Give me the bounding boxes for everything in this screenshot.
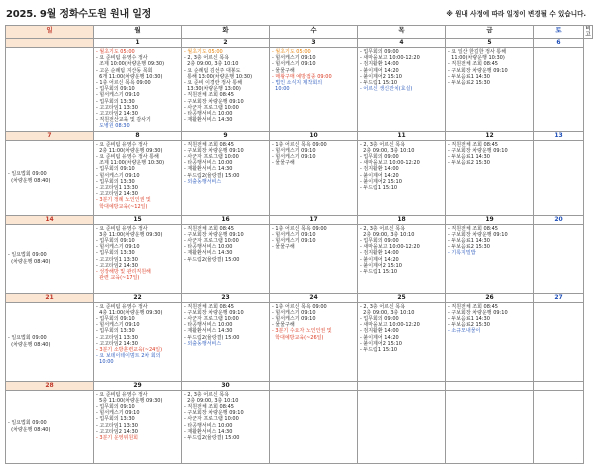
day-cell bbox=[94, 224, 182, 293]
event-line: - 사군자 프로그램 10:00 bbox=[184, 238, 239, 245]
event-line: - 두보음료1 14:30 bbox=[448, 154, 490, 161]
day-cell bbox=[6, 390, 94, 463]
day-cell bbox=[534, 224, 584, 293]
event-line: - 월초기도 05:00 bbox=[96, 49, 135, 55]
event-line: - 월초기도 05:00 bbox=[184, 49, 223, 55]
event-line: 2층 09:00, 3층 10:10 bbox=[184, 397, 239, 404]
date-number: 12 bbox=[446, 131, 534, 140]
event-line: - 힐서케스기 09:10 bbox=[272, 147, 316, 154]
event-line: - 구보회장 차량운행 09:10 bbox=[448, 147, 508, 154]
event-line: - 고고타임1 13:30 bbox=[96, 185, 138, 192]
event-line: - 힐서케스기 09:10 bbox=[272, 55, 316, 62]
event-line: - 검지활환 14:00 bbox=[360, 328, 399, 335]
event-line: - 사군자 프로그램 10:00 bbox=[184, 416, 239, 423]
event-line: - 직원전체 조회 08:45 bbox=[448, 303, 498, 310]
date-number: 4 bbox=[358, 39, 446, 48]
day-cell bbox=[270, 224, 358, 293]
event-line: - 요 준비팀 유영수 정사 통해 bbox=[96, 154, 159, 161]
event-line: - 고운 순례팀 지산동 목회 bbox=[96, 67, 153, 74]
event-line: - 직원전체 조회 08:45 bbox=[184, 404, 234, 411]
event-line: - 붙이제어 14:20 bbox=[360, 334, 399, 341]
weekday-sun: 일 bbox=[6, 26, 94, 39]
date-number: 24 bbox=[270, 293, 358, 302]
event-line: - 재활환서비스 14:30 bbox=[184, 250, 233, 257]
event-line: - 고고타임1 13:30 bbox=[96, 422, 138, 429]
event-line: - 요 준비팀 유영수 정사 bbox=[96, 55, 148, 62]
event-line: - 힐서케스기 09:10 bbox=[96, 172, 140, 179]
event-line: 조제 10:00(차량운행 09:30) bbox=[96, 61, 165, 68]
event-line: - 업무회의 09:00 bbox=[360, 316, 399, 323]
date-number bbox=[6, 39, 94, 48]
event-line: 11:00(차량운행 10:30) bbox=[448, 55, 505, 62]
date-number: 26 bbox=[446, 293, 534, 302]
event-line: - 업무회의 13:30 bbox=[96, 98, 135, 105]
event-line: - 힐서케스기 09:10 bbox=[272, 316, 316, 323]
date-number: 3 bbox=[270, 39, 358, 48]
event-line: - 사군자 프로그램 10:00 bbox=[184, 316, 239, 323]
page-header bbox=[0, 0, 600, 24]
day-cell bbox=[182, 224, 270, 293]
event-line: - 붙이제어 14:20 bbox=[360, 256, 399, 263]
event-line: - 1층 어르신 목욕 09:00 bbox=[272, 225, 327, 232]
day-cell bbox=[358, 48, 446, 132]
event-line: - 힐서케스기 09:10 bbox=[272, 61, 316, 68]
event-line: - 고고타임1 13:30 bbox=[96, 334, 138, 341]
event-line: - 직원전산교육 및 감사기 bbox=[96, 117, 151, 124]
weekday-mon: 월 bbox=[94, 26, 182, 39]
date-number: 14 bbox=[6, 215, 94, 224]
event-line: (차량운행 08:40) bbox=[8, 258, 51, 265]
date-number: 25 bbox=[358, 293, 446, 302]
event-line: 2층 09:00, 3층 10:10 bbox=[360, 231, 415, 238]
day-cell bbox=[182, 140, 270, 215]
events-row bbox=[6, 224, 593, 293]
date-number: 2 bbox=[182, 39, 270, 48]
date-number: 7 bbox=[6, 131, 94, 140]
event-line: 학대예방교육(~26일) bbox=[272, 334, 324, 341]
event-line: - 일요법회 09:00 bbox=[8, 171, 47, 178]
event-line: - 사군자 프로그램 10:00 bbox=[184, 104, 239, 111]
day-cell bbox=[6, 224, 94, 293]
weekday-header-row bbox=[6, 26, 593, 39]
event-line: - 고고타임2 14:30 bbox=[96, 191, 138, 198]
event-line: - 직원전체 조회 08:45 bbox=[184, 303, 234, 310]
event-line: - 구보회장 차량운행 09:10 bbox=[448, 309, 508, 316]
date-number: 10 bbox=[270, 131, 358, 140]
event-line: - 업무회의 13:30 bbox=[96, 250, 135, 257]
event-line: - 두드림1 15:10 bbox=[360, 347, 398, 354]
event-line: - 구보회장 차량운행 09:10 bbox=[184, 98, 244, 105]
event-line: - 3분기 소방훈련교육(~24일) bbox=[96, 347, 163, 354]
event-line: 2층 09:00, 3층 10:10 bbox=[360, 147, 415, 154]
event-line: - 타공행서비스 10:00 bbox=[184, 422, 233, 429]
event-line: - 고고타임2 14:30 bbox=[96, 340, 138, 347]
day-cell bbox=[94, 302, 182, 381]
event-line: - 2, 3층 어르신 목욕 bbox=[184, 55, 230, 62]
date-number: 30 bbox=[182, 381, 270, 390]
event-line: - 업무회의 09:00 bbox=[360, 238, 399, 245]
event-line: - 성장해방 및 관리직원해 bbox=[96, 269, 151, 276]
event-line: - 붙이제어2 15:10 bbox=[360, 262, 402, 269]
event-line: - 구보회장 차량운행 09:10 bbox=[184, 147, 244, 154]
event-line: - 1층 어르신 목욕 09:00 bbox=[272, 303, 327, 310]
event-line: - 업무회의 13:30 bbox=[96, 328, 135, 335]
event-line: - 두보음료1 14:30 bbox=[448, 238, 490, 245]
event-line: - 업무회의 09:00 bbox=[360, 154, 399, 161]
event-line: - 붙이제어 14:20 bbox=[360, 67, 399, 74]
date-number: 23 bbox=[182, 293, 270, 302]
event-line: - 외출동행서비스 bbox=[184, 178, 222, 185]
date-number: 21 bbox=[6, 293, 94, 302]
event-line: - 기록지밀밥 bbox=[448, 250, 476, 257]
date-number: 11 bbox=[358, 131, 446, 140]
event-line: - 3분기 운영위원회 bbox=[96, 435, 138, 442]
date-number: 18 bbox=[358, 215, 446, 224]
date-row bbox=[6, 293, 593, 302]
event-line: - 타공행서비스 10:00 bbox=[184, 244, 233, 251]
event-line: - 업무회의 09:10 bbox=[96, 166, 135, 173]
event-line: - 검지활환 14:00 bbox=[360, 166, 399, 173]
events-row bbox=[6, 140, 593, 215]
event-line: - 힐서케스기 09:10 bbox=[272, 309, 316, 316]
event-line: - 업무회의 13:30 bbox=[96, 416, 135, 423]
event-line: - 두드림1 15:10 bbox=[360, 185, 398, 192]
event-line: - 일요법회 09:00 bbox=[8, 420, 47, 427]
event-line: - 두드림2(율랑결) 15:00 bbox=[184, 334, 240, 341]
weekday-tue: 화 bbox=[182, 26, 270, 39]
event-line: 10:00 bbox=[272, 86, 290, 93]
date-number: 27 bbox=[534, 293, 584, 302]
event-line: - 새마을보고 10:00-12:20 bbox=[360, 322, 420, 329]
date-number: 28 bbox=[6, 381, 94, 390]
event-line: - 2, 3층 어르신 목욕 bbox=[184, 391, 230, 398]
date-number: 9 bbox=[182, 131, 270, 140]
date-number: 5 bbox=[446, 39, 534, 48]
event-line: - 타공행서비스 10:00 bbox=[184, 111, 233, 118]
day-cell bbox=[6, 302, 94, 381]
event-line: - 일요법회 09:00 bbox=[8, 335, 47, 342]
date-number bbox=[270, 381, 358, 390]
event-line: (차량운행 08:40) bbox=[8, 341, 51, 348]
day-cell bbox=[182, 48, 270, 132]
event-line: - 검지활환 14:00 bbox=[360, 250, 399, 257]
date-number: 13 bbox=[534, 131, 584, 140]
event-line: 2층 09:00, 3층 10:10 bbox=[184, 61, 239, 68]
event-line: - 구보회장 차량운행 09:10 bbox=[184, 309, 244, 316]
date-number: 29 bbox=[94, 381, 182, 390]
event-line: - 붙이제어2 15:10 bbox=[360, 178, 402, 185]
event-line: - 업무회의 09:10 bbox=[96, 238, 135, 245]
event-line: - 물물구해 bbox=[272, 244, 295, 251]
day-cell bbox=[446, 302, 534, 381]
event-line: - 물물구해 bbox=[272, 322, 295, 329]
event-line: - 힐서케스기 09:10 bbox=[96, 410, 140, 417]
event-line: - 요 준비팀 유영수 정사 bbox=[96, 225, 148, 232]
event-line: - 힐서케스기 09:10 bbox=[96, 92, 140, 99]
event-line: 조제 11:00(차량운행 10:30) bbox=[96, 160, 165, 167]
date-number bbox=[358, 381, 446, 390]
event-line: - 붙이제어2 15:10 bbox=[360, 73, 402, 80]
event-line: - 구보회장 차량운행 09:10 bbox=[448, 67, 508, 74]
event-line: - 구보회장 차량운행 09:10 bbox=[448, 231, 508, 238]
day-cell bbox=[94, 48, 182, 132]
day-cell bbox=[534, 390, 584, 463]
event-line: - 재활환서비스 14:30 bbox=[184, 428, 233, 435]
event-line: - 두보음료2 15:30 bbox=[448, 244, 490, 251]
event-line: - 힐서케스기 09:10 bbox=[96, 244, 140, 251]
event-line: - 재활환서비스 14:30 bbox=[184, 166, 233, 173]
event-line: 10:00 bbox=[96, 359, 114, 366]
event-line: 6개 11:00(차량운행 10:30) bbox=[96, 73, 163, 80]
day-cell bbox=[94, 140, 182, 215]
event-line: - 두드림2(율랑결) 15:00 bbox=[184, 172, 240, 179]
event-line: - 1층 어르신 목욕 09:00 bbox=[272, 141, 327, 148]
day-cell bbox=[270, 48, 358, 132]
event-line: - 붙이제어 14:20 bbox=[360, 172, 399, 179]
event-line: - 검지활환 14:00 bbox=[360, 61, 399, 68]
event-line: - 타공행서비스 10:00 bbox=[184, 322, 233, 329]
remarks-label: 비고 bbox=[585, 26, 591, 38]
event-line: 4층 11:00(차량운행 09:30) bbox=[96, 309, 163, 316]
event-line: - 재활환서비스 14:30 bbox=[184, 117, 233, 124]
day-cell bbox=[270, 390, 358, 463]
event-line: - 직원전체 조회 08:45 bbox=[448, 61, 498, 68]
event-line: - 두보음료1 14:30 bbox=[448, 316, 490, 323]
event-line: - 새마을보고 10:00-12:20 bbox=[360, 55, 420, 62]
day-cell bbox=[446, 48, 534, 132]
date-number: 22 bbox=[94, 293, 182, 302]
event-line: - 직원전체 조회 08:45 bbox=[184, 92, 234, 99]
event-line: - 붙이제어2 15:10 bbox=[360, 340, 402, 347]
event-line: - 구보회장 차량운행 09:10 bbox=[184, 231, 244, 238]
day-cell bbox=[6, 48, 94, 132]
day-cell bbox=[358, 140, 446, 215]
day-cell bbox=[6, 140, 94, 215]
remarks-column bbox=[584, 26, 593, 39]
event-line: (차량운행 08:40) bbox=[8, 426, 51, 433]
event-line: - 법인 소식지 제작회의 bbox=[272, 80, 323, 87]
calendar-body bbox=[6, 39, 593, 464]
day-cell bbox=[358, 302, 446, 381]
weekday-fri: 금 bbox=[446, 26, 534, 39]
event-line: - 재활환서비스 14:30 bbox=[184, 328, 233, 335]
event-line: - 사군자 프로그램 10:00 bbox=[184, 154, 239, 161]
date-number: 20 bbox=[534, 215, 584, 224]
event-line: 5층 11:00(차량운행 09:30) bbox=[96, 397, 163, 404]
event-line: - 고고타임2 14:30 bbox=[96, 428, 138, 435]
events-row bbox=[6, 48, 593, 132]
event-line: 관련 교육(~17일) bbox=[96, 275, 140, 282]
events-row bbox=[6, 302, 593, 381]
date-row bbox=[6, 39, 593, 48]
event-line: - 두보음료2 15:30 bbox=[448, 80, 490, 87]
event-line: - 2, 3층 어르신 목욕 bbox=[360, 141, 406, 148]
event-line: - 고고타임1 13:30 bbox=[96, 256, 138, 263]
date-number bbox=[446, 381, 534, 390]
event-line: - 요 준비팀 유영수 정사 bbox=[96, 391, 148, 398]
event-line: - 물물구해 bbox=[272, 67, 295, 74]
event-line: - 직원전체 조회 08:45 bbox=[448, 141, 498, 148]
event-line: - 타공행서비스 10:00 bbox=[184, 160, 233, 167]
event-line: 학대예방교육(~12일) bbox=[96, 203, 148, 210]
day-cell bbox=[446, 140, 534, 215]
monthly-calendar bbox=[5, 25, 593, 464]
event-line: - 업무회의 09:10 bbox=[96, 316, 135, 323]
day-cell bbox=[182, 302, 270, 381]
event-line: - 직원전체 조회 08:45 bbox=[184, 141, 234, 148]
date-number: 8 bbox=[94, 131, 182, 140]
day-cell bbox=[534, 302, 584, 381]
weekday-thu: 목 bbox=[358, 26, 446, 39]
day-cell bbox=[270, 302, 358, 381]
event-line: - 3분기 정례 노인인권 및 bbox=[96, 197, 151, 204]
date-number bbox=[534, 381, 584, 390]
day-cell bbox=[182, 390, 270, 463]
event-line: - 3분기 수요자 노인인권 및 bbox=[272, 328, 332, 335]
date-row bbox=[6, 215, 593, 224]
schedule-change-note: ※ 원내 사정에 따라 일정이 변경될 수 있습니다. bbox=[446, 10, 586, 18]
event-line: - 월초기도 05:00 bbox=[272, 49, 311, 55]
event-line: 통해 13:00(차량운행 10:30) bbox=[184, 73, 253, 80]
event-line: - 두드림1 15:10 bbox=[360, 269, 398, 276]
event-line: - 두드림1 15:10 bbox=[360, 80, 398, 87]
date-row bbox=[6, 381, 593, 390]
day-cell bbox=[534, 48, 584, 132]
page-title: 2025. 9월 정화수도원 원내 일정 bbox=[6, 9, 152, 20]
event-line: - 일요법회 09:00 bbox=[8, 252, 47, 259]
event-line: - 어르신 생신잔치(효실) bbox=[360, 86, 413, 93]
event-line: - 물물구해 bbox=[272, 160, 295, 167]
date-row bbox=[6, 131, 593, 140]
event-line: - 힐서케스기 09:10 bbox=[96, 322, 140, 329]
day-cell bbox=[534, 140, 584, 215]
weekday-wed: 수 bbox=[270, 26, 358, 39]
event-line: - 힐서케스기 09:10 bbox=[272, 154, 316, 161]
event-line: - 외출동행서비스 bbox=[184, 340, 222, 347]
event-line: - 새마을보고 10:00-12:20 bbox=[360, 160, 420, 167]
event-line: - 요 준비팀 유영수 정사 bbox=[96, 141, 148, 148]
event-line: 3층 11:00(차량운행 09:30) bbox=[96, 231, 163, 238]
event-line: - 두보음료2 15:30 bbox=[448, 322, 490, 329]
events-row bbox=[6, 390, 593, 463]
event-line: - 새마을보고 10:00-12:20 bbox=[360, 244, 420, 251]
event-line: - 소규모내물이 bbox=[448, 328, 481, 335]
event-line: 13:30(차량운행 13:00) bbox=[184, 86, 241, 93]
event-line: - 요 준비팀 유영수 정사 bbox=[96, 303, 148, 310]
event-line: - 고고타임1 13:30 bbox=[96, 104, 138, 111]
event-line: 도병원 08:30 bbox=[96, 123, 130, 130]
date-number: 19 bbox=[446, 215, 534, 224]
event-line: - 1층 어르신 목욕 09:00 bbox=[96, 80, 151, 87]
event-line: 2층 09:00, 3층 10:10 bbox=[360, 309, 415, 316]
event-line: - 두보음료2 15:30 bbox=[448, 160, 490, 167]
day-cell bbox=[270, 140, 358, 215]
day-cell bbox=[446, 224, 534, 293]
day-cell bbox=[358, 224, 446, 293]
event-line: (차량운행 08:40) bbox=[8, 177, 51, 184]
event-line: - 구보회장 차량운행 09:10 bbox=[184, 410, 244, 417]
event-line: - 요 준비 이경란 정사 통해 bbox=[184, 80, 243, 87]
event-line: - 업무회의 09:10 bbox=[96, 86, 135, 93]
date-number: 6 bbox=[534, 39, 584, 48]
event-line: - 업무회의 13:30 bbox=[96, 178, 135, 185]
date-number: 16 bbox=[182, 215, 270, 224]
event-line: - 직원전체 조회 08:45 bbox=[448, 225, 498, 232]
event-line: - 요 순례팀 김선주 대봉도 bbox=[184, 67, 241, 74]
event-line: - 업무회의 09:10 bbox=[96, 404, 135, 411]
event-line: - 힐서케스기 09:10 bbox=[272, 231, 316, 238]
event-line: - 두드림2(율랑결) 15:00 bbox=[184, 256, 240, 263]
date-number: 1 bbox=[94, 39, 182, 48]
event-line: - 두보음료1 14:30 bbox=[448, 73, 490, 80]
event-line: - 매왕구매 예방접종 09:00 bbox=[272, 73, 332, 80]
day-cell bbox=[446, 390, 534, 463]
event-line: - 2, 3층 어르신 목욕 bbox=[360, 303, 406, 310]
date-number: 17 bbox=[270, 215, 358, 224]
day-cell bbox=[94, 390, 182, 463]
event-line: - 직원전체 조회 08:45 bbox=[184, 225, 234, 232]
weekday-sat: 토 bbox=[534, 26, 584, 39]
event-line: 2층 11:00(차량운행 09:30) bbox=[96, 147, 163, 154]
date-number: 15 bbox=[94, 215, 182, 224]
event-line: - 업무회의 09:00 bbox=[360, 49, 399, 55]
event-line: - 2, 3층 어르신 목욕 bbox=[360, 225, 406, 232]
event-line: - 요 일산 한길한 정사 통해 bbox=[448, 49, 507, 55]
event-line: - 요 보데이테이멈트 2차 회의 bbox=[96, 353, 161, 360]
event-line: - 고고타임2 14:30 bbox=[96, 111, 138, 118]
event-line: - 힐서케스기 09:10 bbox=[272, 238, 316, 245]
day-cell bbox=[358, 390, 446, 463]
event-line: - 두드림2(율랑결) 15:00 bbox=[184, 435, 240, 442]
event-line: - 고고타임2 14:30 bbox=[96, 262, 138, 269]
